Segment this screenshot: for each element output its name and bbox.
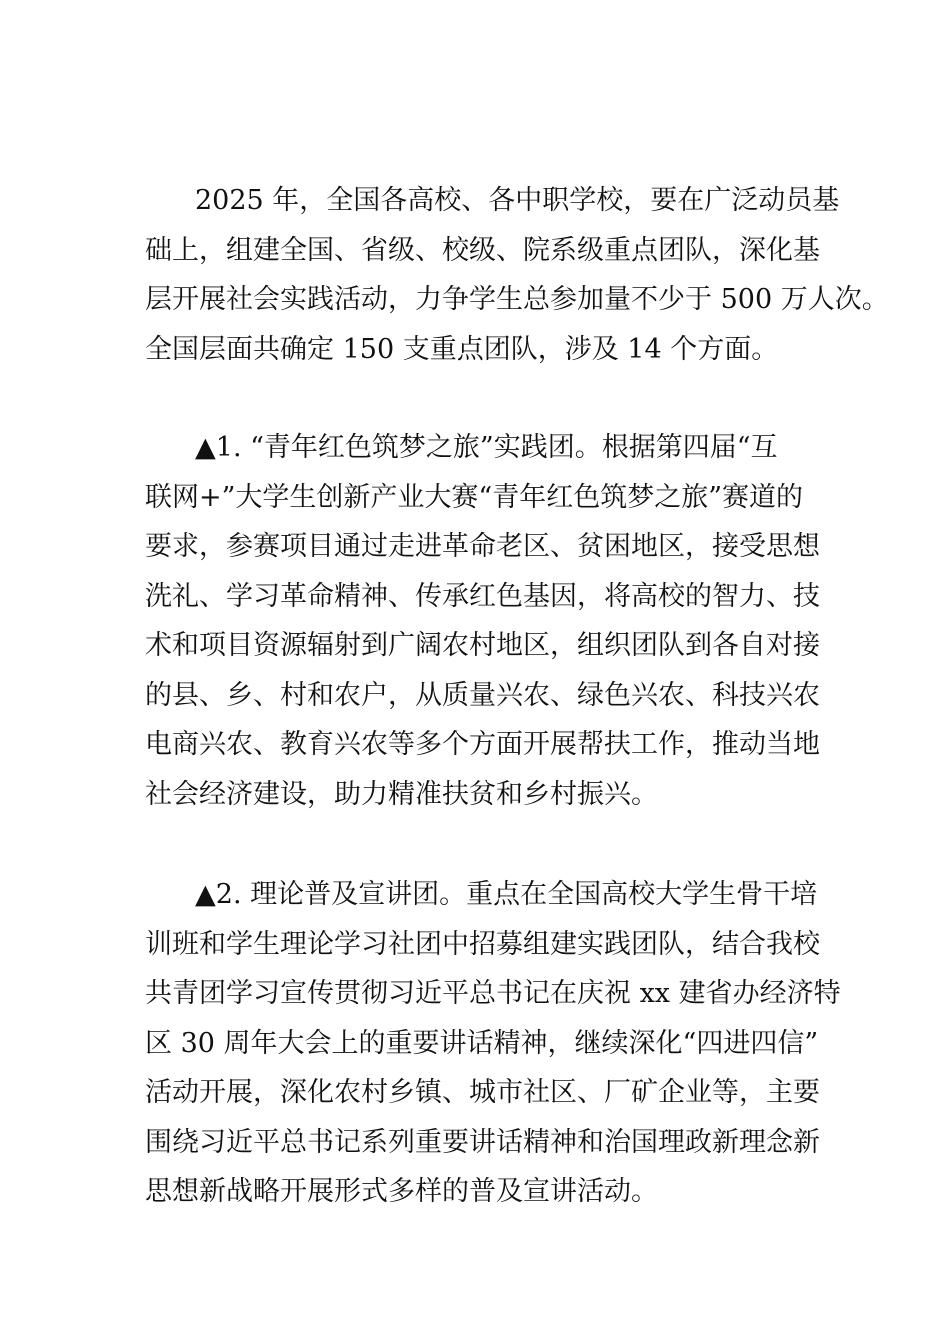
paragraph-item-2 bbox=[145, 870, 841, 1217]
text-line: 训班和学生理论学习社团中招募组建实践团队，结合我校 bbox=[145, 928, 820, 960]
text-line: ▲1. “青年红色筑梦之旅”实践团。根据第四届“互 bbox=[195, 432, 778, 463]
text-line: 区 30 周年大会上的重要讲话精神，继续深化“四进四信” bbox=[145, 1027, 819, 1059]
text-line: ▲2. 理论普及宣讲团。重点在全国高校大学生骨干培 bbox=[195, 879, 818, 910]
text-line: 的县、乡、村和农户，从质量兴农、绿色兴农、科技兴农 bbox=[145, 679, 820, 711]
text-line: 思想新战略开展形式多样的普及宣讲活动。 bbox=[145, 1176, 658, 1207]
text-line: 础上，组建全国、省级、校级、院系级重点团队，深化基 bbox=[145, 234, 820, 266]
text-line: 洗礼、学习革命精神、传承红色基因，将高校的智力、技 bbox=[145, 580, 820, 612]
text-line: 社会经济建设，助力精准扶贫和乡村振兴。 bbox=[145, 778, 658, 810]
text-line: 联网+”大学生创新产业大赛“青年红色筑梦之旅”赛道的 bbox=[145, 481, 804, 513]
text-line: 术和项目资源辐射到广阔农村地区，组织团队到各自对接 bbox=[145, 630, 820, 661]
text-line: 共青团学习宣传贯彻习近平总书记在庆祝 xx 建省办经济特 bbox=[145, 978, 841, 1009]
text-line: 活动开展，深化农村乡镇、城市社区、厂矿企业等，主要 bbox=[145, 1077, 820, 1108]
paragraph-intro bbox=[145, 176, 889, 374]
text-line: 层开展社会实践活动，力争学生总参加量不少于 500 万人次。 bbox=[145, 284, 889, 315]
paragraph-item-1 bbox=[145, 423, 825, 819]
text-line: 电商兴农、教育兴农等多个方面开展帮扶工作，推动当地 bbox=[145, 729, 820, 760]
text-line: 2025 年，全国各高校、各中职学校，要在广泛动员基 bbox=[195, 185, 840, 216]
text-line: 要求，参赛项目通过走进革命老区、贫困地区，接受思想 bbox=[145, 531, 820, 562]
text-line: 围绕习近平总书记系列重要讲话精神和治国理政新理念新 bbox=[145, 1126, 820, 1158]
text-line: 全国层面共确定 150 支重点团队，涉及 14 个方面。 bbox=[145, 333, 779, 365]
